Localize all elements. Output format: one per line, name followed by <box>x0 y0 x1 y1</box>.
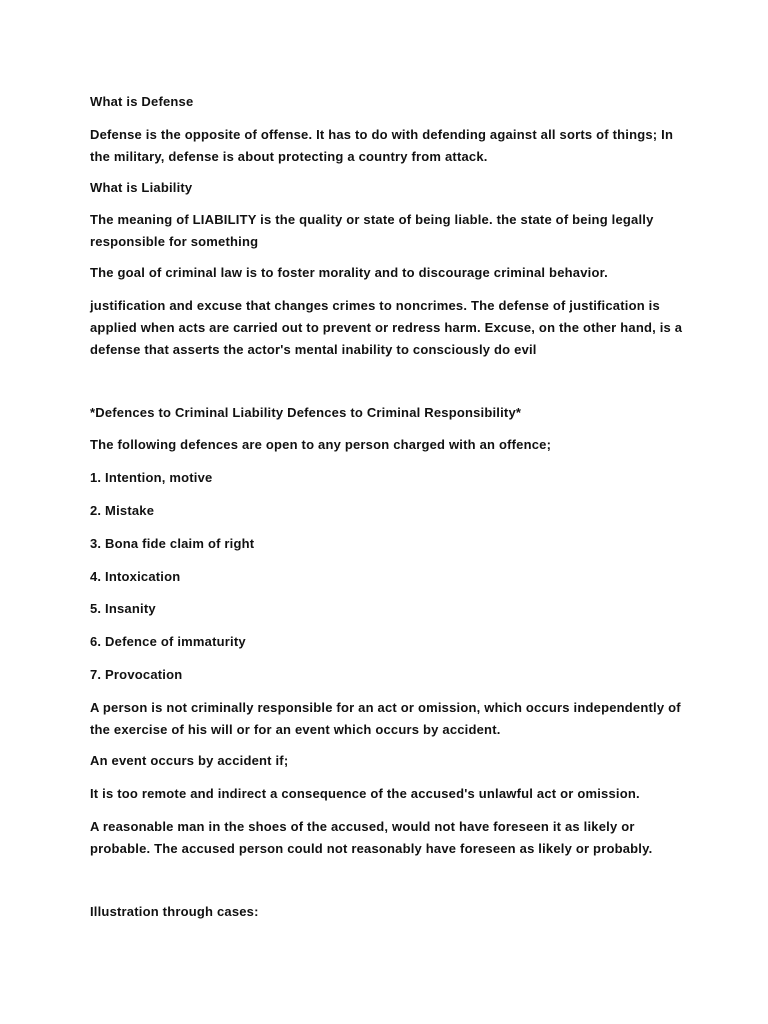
section-heading-defences: *Defences to Criminal Liability Defences to Criminal Responsibility* <box>90 405 522 420</box>
heading-what-is-defense: What is Defense <box>90 94 194 109</box>
list-item-bona-fide: 3. Bona fide claim of right <box>90 536 255 551</box>
remote-consequence-text: It is too remote and indirect a consequence of the accused's unlawful act or omission. <box>90 786 640 801</box>
criminal-responsibility-paragraph: A person is not criminally responsible for an act or omission, which occurs independently of the exercise of his will or for an event which occurs by accident. <box>90 700 681 737</box>
list-item-mistake: 2. Mistake <box>90 503 155 518</box>
defense-definition: Defense is the opposite of offense. It has to do with defending against all sorts of things; In the military, defense is about protecting a country from attack. <box>90 127 674 164</box>
heading-what-is-liability: What is Liability <box>90 180 193 195</box>
accident-intro: An event occurs by accident if; <box>90 753 289 768</box>
list-item-intoxication: 4. Intoxication <box>90 569 181 584</box>
list-item-insanity: 5. Insanity <box>90 601 156 616</box>
list-item-immaturity: 6. Defence of immaturity <box>90 634 246 649</box>
list-item-provocation: 7. Provocation <box>90 667 183 682</box>
list-item-intention: 1. Intention, motive <box>90 470 213 485</box>
illustration-heading: Illustration through cases: <box>90 904 259 919</box>
defences-intro: The following defences are open to any person charged with an offence; <box>90 437 552 452</box>
reasonable-man-paragraph: A reasonable man in the shoes of the accused, would not have foreseen it as likely or probable. The accused person could not reasonably have foreseen as likely or probably. <box>90 819 653 856</box>
criminal-law-goal: The goal of criminal law is to foster morality and to discourage criminal behavior. <box>90 265 608 280</box>
liability-definition: The meaning of LIABILITY is the quality or state of being liable. the state of being legally responsible for something <box>90 212 654 249</box>
justification-paragraph: justification and excuse that changes crimes to noncrimes. The defense of justification is applied when acts are carried out to prevent or redress harm. Excuse, on the other hand, is a defense that asserts the actor's mental inability to consciously do evil <box>90 298 683 357</box>
